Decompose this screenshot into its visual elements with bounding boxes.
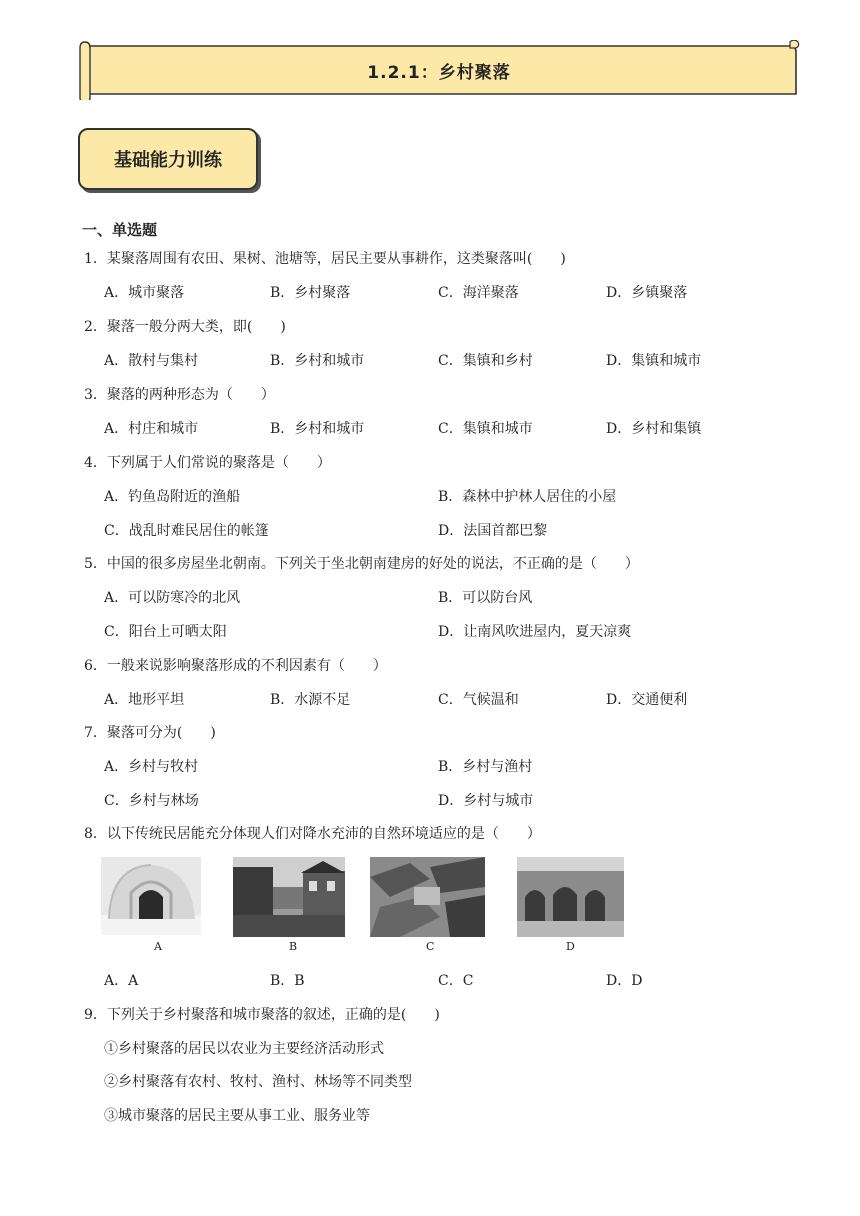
image-label: C <box>426 940 435 953</box>
option: B．乡村与渔村 <box>438 759 533 775</box>
option: B．森林中护林人居住的小屋 <box>438 489 617 505</box>
question-stem: 6．一般来说影响聚落形成的不利因素有（ ） <box>84 658 387 674</box>
option: C．海洋聚落 <box>438 285 519 301</box>
option: B．可以防台风 <box>438 590 533 606</box>
statement: ②乡村聚落有农村、牧村、渔村、林场等不同类型 <box>104 1074 412 1090</box>
option: A．可以防寒冷的北风 <box>104 590 241 606</box>
question-stem: 5．中国的很多房屋坐北朝南。下列关于坐北朝南建房的好处的说法，不正确的是（ ） <box>84 556 639 572</box>
option: D．D <box>606 973 643 989</box>
title-banner <box>78 40 800 100</box>
option: D．集镇和城市 <box>606 353 702 369</box>
section-title: 基础能力训练 <box>78 128 258 190</box>
option: C．阳台上可晒太阳 <box>104 624 227 640</box>
question-stem: 4．下列属于人们常说的聚落是（ ） <box>84 455 331 471</box>
option: D．让南风吹进屋内，夏天凉爽 <box>438 624 632 640</box>
question-stem: 8．以下传统民居能充分体现人们对降水充沛的自然环境适应的是（ ） <box>84 826 541 842</box>
option: A．城市聚落 <box>104 285 185 301</box>
image-label: D <box>566 940 575 953</box>
option: A．散村与集村 <box>104 353 199 369</box>
courtyard-photo <box>370 857 485 937</box>
image-label: B <box>289 940 298 953</box>
option: A．A <box>104 973 139 989</box>
option: C．集镇和乡村 <box>438 353 533 369</box>
cave-dwelling-photo <box>517 857 624 937</box>
question-stem: 2．聚落一般分两大类，即( ) <box>84 319 286 335</box>
option: C．战乱时难民居住的帐篷 <box>104 523 269 539</box>
image-label: A <box>154 940 162 953</box>
question-stem: 3．聚落的两种形态为（ ） <box>84 387 275 403</box>
option: A．乡村与牧村 <box>104 759 199 775</box>
option: A．钓鱼岛附近的渔船 <box>104 489 241 505</box>
question-stem: 7．聚落可分为( ) <box>84 725 216 741</box>
option: C．C <box>438 973 474 989</box>
water-town-photo <box>233 857 345 937</box>
part-heading: 一、单选题 <box>82 221 158 239</box>
statement: ③城市聚落的居民主要从事工业、服务业等 <box>104 1108 370 1124</box>
option: A．地形平坦 <box>104 692 185 708</box>
option: C．乡村与林场 <box>104 793 199 809</box>
question-stem: 9．下列关于乡村聚落和城市聚落的叙述，正确的是( ) <box>84 1007 440 1023</box>
option: D．乡村与城市 <box>438 793 534 809</box>
option: B．B <box>270 973 305 989</box>
page-title: 1.2.1：乡村聚落 <box>367 62 511 83</box>
option: D．法国首都巴黎 <box>438 523 548 539</box>
option: D．乡镇聚落 <box>606 285 688 301</box>
option: D．乡村和集镇 <box>606 421 702 437</box>
option: B．乡村和城市 <box>270 421 365 437</box>
option: A．村庄和城市 <box>104 421 199 437</box>
option: B．水源不足 <box>270 692 351 708</box>
option: B．乡村聚落 <box>270 285 351 301</box>
igloo-photo <box>101 857 201 935</box>
option: C．集镇和城市 <box>438 421 533 437</box>
question-stem: 1．某聚落周围有农田、果树、池塘等，居民主要从事耕作，这类聚落叫( ) <box>84 251 566 267</box>
option: B．乡村和城市 <box>270 353 365 369</box>
statement: ①乡村聚落的居民以农业为主要经济活动形式 <box>104 1041 384 1057</box>
option: C．气候温和 <box>438 692 519 708</box>
option: D．交通便利 <box>606 692 688 708</box>
